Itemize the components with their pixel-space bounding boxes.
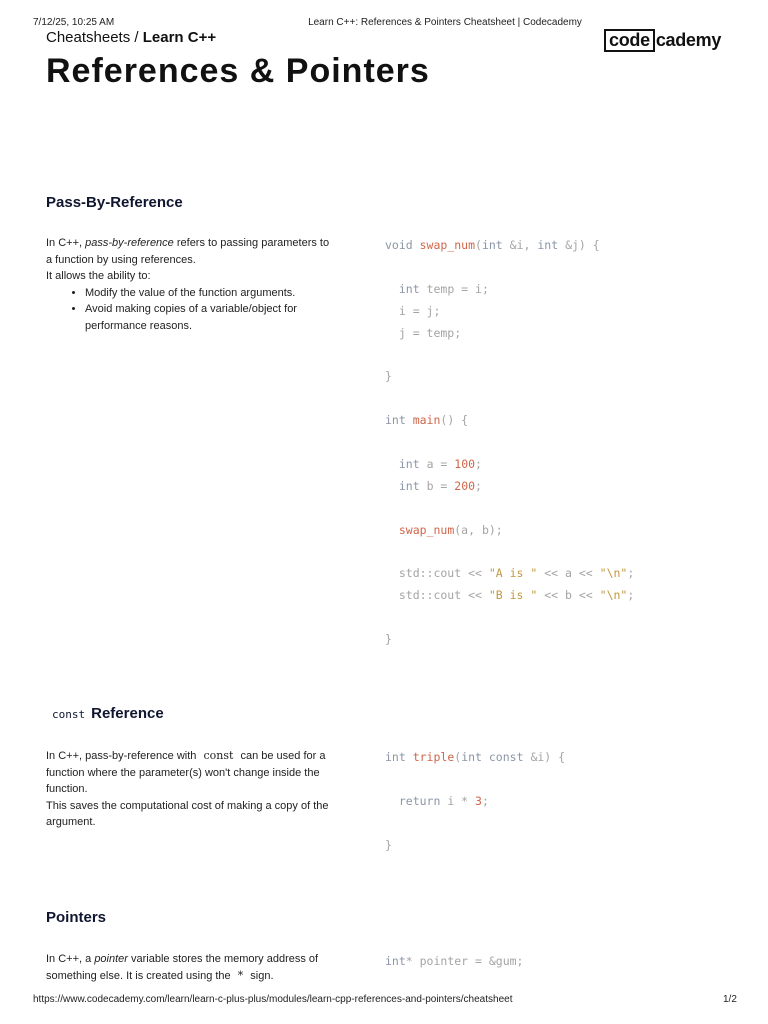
code-token: () { <box>440 413 469 428</box>
code-token <box>385 794 399 808</box>
code-token: main <box>412 413 441 428</box>
code-token: ; <box>475 478 482 493</box>
code-token: &i, <box>509 238 538 252</box>
code-line <box>385 607 745 629</box>
code-token: ; <box>627 588 635 603</box>
const-reference-paragraph <box>46 748 336 798</box>
code-token: 100 <box>454 456 476 471</box>
code-token: &j) { <box>565 238 600 252</box>
code-token: "\n" <box>599 588 628 603</box>
code-token: j = temp; <box>385 325 462 340</box>
pass-by-reference-paragraph <box>46 235 336 268</box>
code-token: ; <box>481 793 489 808</box>
desc-line: This saves the computational cost of making a copy of the argument. <box>46 799 329 828</box>
code-token: a = <box>426 456 455 471</box>
code-token: } <box>385 369 392 384</box>
code-token: int <box>398 456 427 471</box>
code-token: int <box>385 413 413 428</box>
code-line <box>385 951 745 973</box>
code-token <box>385 457 399 471</box>
code-block-triple <box>385 747 745 856</box>
code-line <box>385 366 745 388</box>
code-token: << a << <box>537 566 600 581</box>
breadcrumb-current[interactable]: Learn C++ <box>142 29 217 46</box>
inline-code-asterisk: * <box>237 968 244 982</box>
code-token: 200 <box>454 478 476 493</box>
code-token: << b << <box>537 588 600 603</box>
desc-text: can be used for a function where the parameter(s) won't change inside the function. <box>46 750 326 795</box>
code-token: ( <box>454 750 462 764</box>
code-line <box>385 323 745 345</box>
code-token: int <box>398 281 427 296</box>
code-token <box>385 523 399 537</box>
desc-text: In C++, pass-by-reference with <box>46 750 200 762</box>
code-token: } <box>385 632 392 647</box>
code-line <box>385 585 745 607</box>
logo-code-box: code <box>604 29 655 52</box>
code-token: std::cout << <box>385 566 489 581</box>
print-page-title: Learn C++: References & Pointers Cheatsheet | Codecademy <box>308 17 582 28</box>
code-line <box>385 835 745 857</box>
heading-code-const: const <box>52 708 86 721</box>
code-line <box>385 257 745 279</box>
code-token <box>385 479 399 493</box>
code-token: int <box>385 954 406 968</box>
code-token: i * <box>447 793 476 808</box>
print-date: 7/12/25, 10:25 AM <box>33 17 115 28</box>
desc-italic-term: pass-by-reference <box>85 237 174 249</box>
code-line <box>385 235 745 257</box>
pointers-description <box>46 951 336 984</box>
section-heading-pointers: Pointers <box>46 909 107 926</box>
inline-code-const: const <box>203 749 234 762</box>
code-line <box>385 563 745 585</box>
codecademy-logo[interactable] <box>604 29 721 52</box>
code-token: int const <box>461 750 531 764</box>
code-block-pointer <box>385 951 745 973</box>
code-line <box>385 747 745 769</box>
code-token: * pointer = &gum; <box>405 954 524 968</box>
code-line <box>385 813 745 835</box>
breadcrumb-separator: / <box>134 29 139 46</box>
desc-italic-term: pointer <box>94 953 128 965</box>
code-token: "\n" <box>599 566 628 581</box>
code-line <box>385 791 745 813</box>
section-heading-const-reference <box>46 705 164 722</box>
code-line <box>385 769 745 791</box>
desc-text: variable stores the memory address of something else. It is created using the <box>46 953 319 982</box>
pass-by-reference-description <box>46 235 336 334</box>
code-token: int <box>385 750 413 764</box>
breadcrumb-cheatsheets-link[interactable]: Cheatsheets <box>46 29 131 46</box>
desc-text: In C++, <box>46 237 86 249</box>
desc-text: In C++, a <box>46 953 95 965</box>
code-line <box>385 498 745 520</box>
code-token: } <box>385 837 392 852</box>
code-token: 3 <box>475 793 482 808</box>
code-line <box>385 629 745 651</box>
list-item: • Avoid making copies of a variable/object for performance reasons. <box>85 301 336 334</box>
code-token: swap_num <box>398 522 455 537</box>
code-token <box>385 282 399 296</box>
print-footer-url: https://www.codecademy.com/learn/learn-c-plus-plus/modules/learn-cpp-references-and-pointers/cheatsheet <box>33 994 513 1005</box>
code-token: triple <box>412 750 455 764</box>
pass-by-reference-bullets <box>46 285 336 335</box>
code-token: (a, b); <box>454 522 503 537</box>
code-token: ( <box>475 238 482 252</box>
desc-text: refers to passing parameters to a function by using references. <box>46 237 330 266</box>
code-token: i = j; <box>385 303 441 318</box>
logo-text: cademy <box>655 30 722 50</box>
heading-text: Reference <box>91 705 164 722</box>
code-token: b = <box>426 478 455 493</box>
code-token: temp = i; <box>426 281 489 296</box>
code-block-swap-num <box>385 235 745 651</box>
code-line <box>385 476 745 498</box>
code-token: ; <box>627 566 635 581</box>
code-token: "B is " <box>488 588 538 603</box>
desc-text: sign. <box>247 969 274 982</box>
code-token: int <box>398 478 427 493</box>
code-token: std::cout << <box>385 588 489 603</box>
page-title: References & Pointers <box>46 52 430 90</box>
section-heading-pass-by-reference: Pass-By-Reference <box>46 194 183 211</box>
code-token: int <box>537 238 566 252</box>
code-token: int <box>481 238 510 252</box>
code-line <box>385 279 745 301</box>
code-line <box>385 454 745 476</box>
breadcrumb <box>46 29 216 46</box>
code-token: ; <box>475 456 482 471</box>
list-item: • Modify the value of the function arguments. <box>85 285 336 302</box>
code-token: &i) { <box>530 750 566 764</box>
desc-line: It allows the ability to: <box>46 270 151 282</box>
code-line <box>385 520 745 542</box>
code-line <box>385 388 745 410</box>
code-line <box>385 541 745 563</box>
code-token: return <box>398 793 448 808</box>
code-line <box>385 432 745 454</box>
code-line <box>385 410 745 432</box>
print-page-number: 1/2 <box>723 994 737 1005</box>
code-token: swap_num <box>419 238 476 252</box>
code-line <box>385 301 745 323</box>
code-token: void <box>385 238 420 252</box>
pointers-paragraph <box>46 951 336 984</box>
const-reference-description <box>46 748 336 831</box>
code-token: "A is " <box>488 566 538 581</box>
code-line <box>385 344 745 366</box>
